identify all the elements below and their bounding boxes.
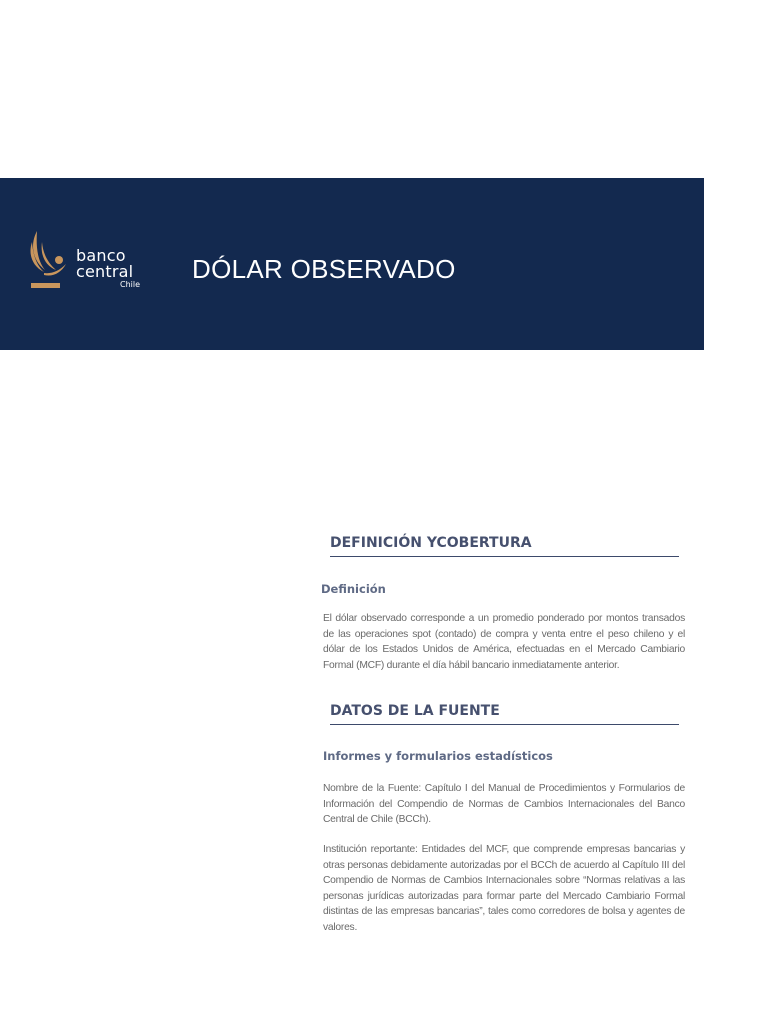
header-banner bbox=[0, 178, 704, 350]
paragraph-definicion: El dólar observado corresponde a un promedio ponderado por montos transados de las operaciones spot (contado) de compra y venta entre el peso chileno y el dólar de los Estados Unidos de América, efectuadas en el Mercado Cambiario Formal (MCF) durante el día hábil bancario inmediatamente anterior. bbox=[323, 613, 685, 671]
section-divider bbox=[330, 724, 679, 725]
logo-text-chile: Chile bbox=[120, 280, 141, 289]
section-heading-definicion: DEFINICIÓN YCOBERTURA bbox=[330, 535, 532, 551]
section-divider bbox=[330, 556, 679, 557]
logo-text-banco: banco bbox=[76, 246, 126, 265]
banco-central-emblem-icon bbox=[28, 230, 70, 292]
subheading-informes: Informes y formularios estadísticos bbox=[323, 749, 553, 763]
section-heading-fuente: DATOS DE LA FUENTE bbox=[330, 703, 500, 719]
subheading-definicion: Definición bbox=[321, 582, 386, 596]
page-title: DÓLAR OBSERVADO bbox=[192, 254, 456, 284]
paragraph-institucion-reportante: Institución reportante: Entidades del MCF, que comprende empresas bancarias y otras personas debidamente autorizadas por el BCCh de acuerdo al Capítulo III del Compendio de Normas de Cambios Internacionales sobre “Normas relativas a las personas jurídicas autorizadas para formar parte del Mercado Cambiario Formal distintas de las empresas bancarias”, tales como corredores de bolsa y agentes de valores. bbox=[323, 844, 685, 933]
banco-central-logo bbox=[28, 230, 148, 292]
logo-text-central: central bbox=[76, 262, 134, 281]
paragraph-nombre-fuente: Nombre de la Fuente: Capítulo I del Manual de Procedimientos y Formularios de Información del Compendio de Normas de Cambios Internacionales del Banco Central de Chile (BCCh). bbox=[323, 783, 685, 826]
